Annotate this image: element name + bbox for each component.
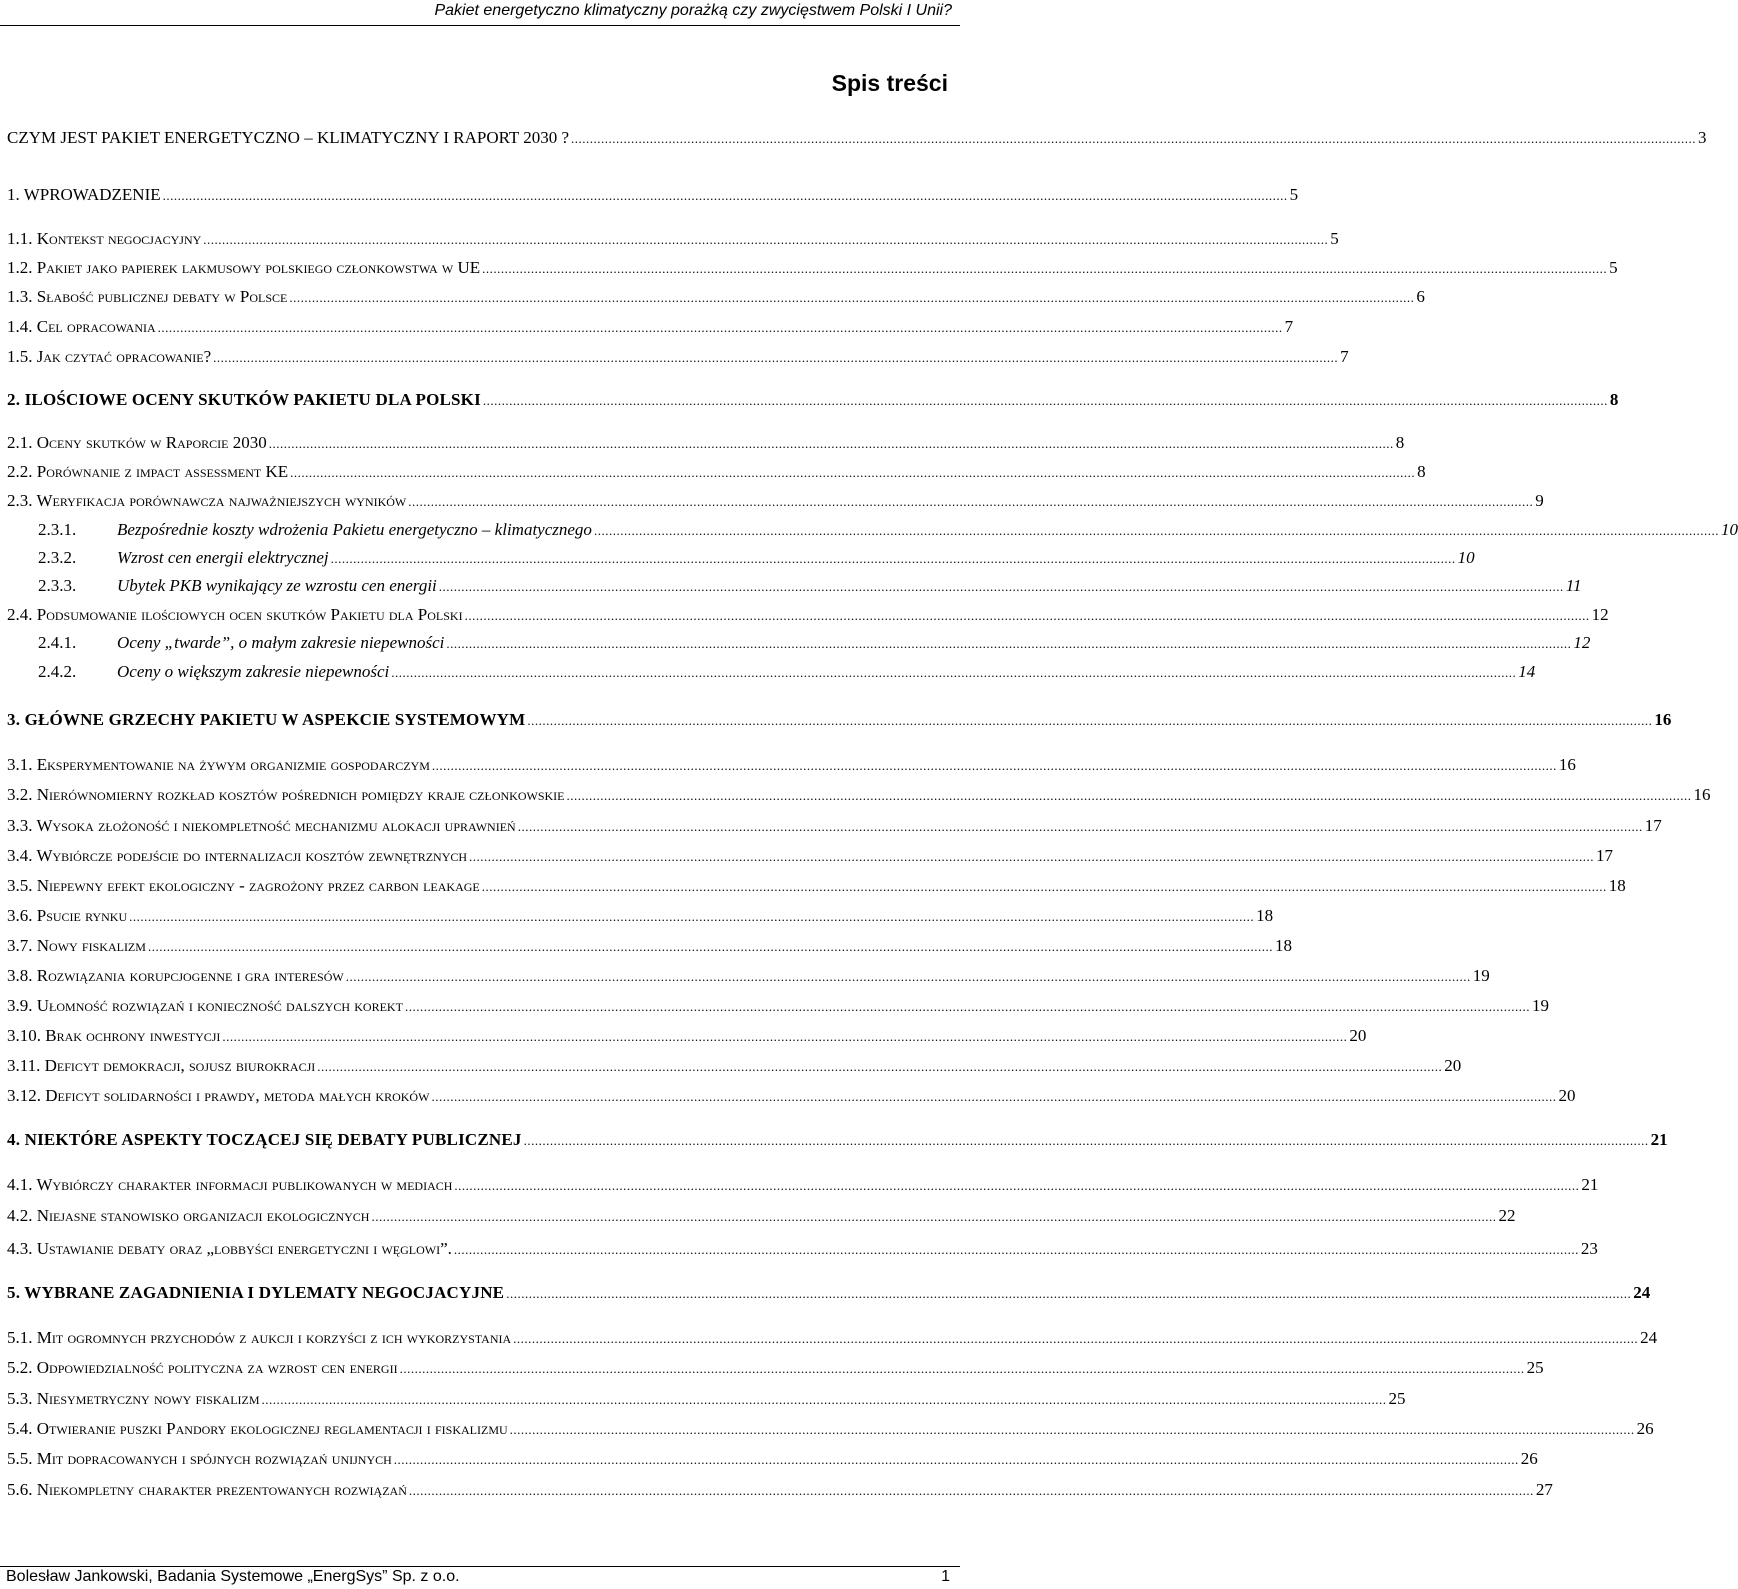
toc-entry-title: 3.6. Psucie rynku — [7, 906, 128, 925]
toc-entry[interactable] — [0, 994, 1549, 1018]
toc-entry[interactable] — [0, 1447, 1538, 1471]
toc-page-number: 3 — [1698, 128, 1707, 147]
toc-page-number: 6 — [1416, 287, 1425, 306]
toc-entry[interactable] — [0, 934, 1292, 958]
toc-entry[interactable] — [0, 1326, 1658, 1350]
toc-entry-title: 4.3. Ustawianie debaty oraz „lobbyści energetyczni i węglowi”. — [7, 1239, 452, 1258]
toc-page-number: 8 — [1395, 433, 1405, 452]
toc-entry[interactable] — [0, 660, 1536, 684]
toc-page-number: 24 — [1633, 1283, 1651, 1302]
toc-page-number: 9 — [1535, 491, 1544, 510]
toc-entry-label — [38, 518, 592, 542]
toc-leader-dots: ............................................................................................................................................................................................................................................................................................................ — [393, 1452, 1519, 1467]
toc-leader-dots: ............................................................................................................................................................................................................................................................................................................ — [593, 523, 1719, 538]
toc-page-number: 12 — [1573, 633, 1591, 652]
toc-leader-dots: ............................................................................................................................................................................................................................................................................................................ — [509, 1422, 1635, 1437]
toc-entry-title: 1.1. Kontekst negocjacyjny — [7, 229, 202, 248]
toc-leader-dots: ............................................................................................................................................................................................................................................................................................................ — [317, 1059, 1443, 1074]
toc-page-number: 21 — [1650, 1130, 1668, 1149]
toc-entry-title: 1.4. Cel opracowania — [7, 317, 156, 336]
toc-page-number: 27 — [1535, 1480, 1553, 1499]
toc-entry[interactable] — [0, 1173, 1599, 1197]
toc-entry-title: 1.5. Jak czytać opracowanie? — [7, 347, 212, 366]
toc-entry-title: Oceny o większym zakresie niepewności — [117, 662, 390, 681]
toc-entry[interactable] — [0, 753, 1576, 777]
toc-leader-dots: ............................................................................................................................................................................................................................................................................................................ — [289, 290, 1415, 305]
toc-entry[interactable] — [0, 1204, 1516, 1228]
toc-entry[interactable] — [0, 708, 1672, 732]
toc-entry-title: 3.3. Wysoka złożoność i niekompletność mechanizmu alokacji uprawnień — [7, 816, 516, 835]
toc-entry-number: 2.3.1. — [38, 520, 77, 539]
toc-entry-title: 1. WPROWADZENIE — [7, 185, 161, 204]
toc-page-number: 5 — [1289, 185, 1299, 204]
toc-entry[interactable] — [0, 964, 1490, 988]
toc-leader-dots: ............................................................................................................................................................................................................................................................................................................ — [290, 465, 1416, 480]
toc-entry-number: 2.3.2. — [38, 548, 77, 567]
toc-page-number: 8 — [1609, 390, 1619, 409]
toc-entry[interactable] — [0, 574, 1582, 598]
toc-entry-title: Bezpośrednie koszty wdrożenia Pakietu energetyczno – klimatycznego — [117, 520, 592, 539]
toc-leader-dots: ............................................................................................................................................................................................................................................................................................................ — [454, 1178, 1580, 1193]
toc-entry[interactable] — [0, 1054, 1462, 1078]
toc-entry-label — [38, 631, 444, 655]
toc-leader-dots: ............................................................................................................................................................................................................................................................................................................ — [162, 188, 1288, 203]
toc-leader-dots: ............................................................................................................................................................................................................................................................................................................ — [330, 551, 1456, 566]
toc-entry[interactable] — [0, 1237, 1598, 1261]
toc-entry[interactable] — [0, 1387, 1406, 1411]
toc-entry-title: 3.2. Nierównomierny rozkład kosztów pośrednich pomiędzy kraje członkowskie — [7, 785, 565, 804]
toc-leader-dots: ............................................................................................................................................................................................................................................................................................................ — [345, 969, 1471, 984]
toc-page-number: 25 — [1526, 1358, 1544, 1377]
toc-entry-title: 4.2. Niejasne stanowisko organizacji ekologicznych — [7, 1206, 370, 1225]
toc-entry-title: 2.1. Oceny skutków w Raporcie 2030 — [7, 433, 267, 452]
toc-entry-title: 5.1. Mit ogromnych przychodów z aukcji i korzyści z ich wykorzystania — [7, 1328, 512, 1347]
toc-leader-dots: ............................................................................................................................................................................................................................................................................................................ — [527, 713, 1653, 728]
toc-entry-title: 2.2. Porównanie z impact assessment KE — [7, 462, 289, 481]
toc-entry-title: 2.3. Weryfikacja porównawcza najważniejszych wyników — [7, 491, 407, 510]
toc-entry[interactable] — [0, 256, 1618, 280]
toc-entry[interactable] — [0, 603, 1609, 627]
toc-leader-dots: ............................................................................................................................................................................................................................................................................................................ — [464, 608, 1590, 623]
toc-entry[interactable] — [0, 844, 1614, 868]
toc-leader-dots: ............................................................................................................................................................................................................................................................................................................ — [222, 1029, 1348, 1044]
toc-page-number: 5 — [1330, 229, 1339, 248]
toc-entry-title: Oceny „twarde”, o małym zakresie niepewności — [117, 633, 445, 652]
toc-entry-number: 2.4.1. — [38, 633, 77, 652]
toc-entry-title: 3.10. Brak ochrony inwestycji — [7, 1026, 221, 1045]
toc-page-number: 23 — [1580, 1239, 1598, 1258]
toc-page-number: 16 — [1558, 755, 1576, 774]
toc-page-number: 12 — [1591, 605, 1609, 624]
toc-entry-title: 5. WYBRANE ZAGADNIENIA I DYLEMATY NEGOCJACYJNE — [7, 1283, 505, 1302]
toc-leader-dots: ............................................................................................................................................................................................................................................................................................................ — [481, 879, 1607, 894]
toc-entry-number: 2.3.3. — [38, 576, 77, 595]
running-footer — [0, 1566, 960, 1589]
toc-leader-dots: ............................................................................................................................................................................................................................................................................................................ — [203, 232, 1329, 247]
toc-leader-dots: ............................................................................................................................................................................................................................................................................................................ — [506, 1286, 1632, 1301]
toc-page-number: 20 — [1444, 1056, 1462, 1075]
toc-page-number: 20 — [1349, 1026, 1367, 1045]
toc-leader-dots: ............................................................................................................................................................................................................................................................................................................ — [268, 436, 1394, 451]
toc-leader-dots: ............................................................................................................................................................................................................................................................................................................ — [147, 939, 1273, 954]
toc-page-number: 24 — [1640, 1328, 1658, 1347]
toc-entry-title: 5.2. Odpowiedzialność polityczna za wzrost cen energii — [7, 1358, 398, 1377]
toc-leader-dots: ............................................................................................................................................................................................................................................................................................................ — [446, 636, 1572, 651]
toc-entry-title: Wzrost cen energii elektrycznej — [117, 548, 329, 567]
toc-entry[interactable] — [0, 489, 1544, 513]
toc-entry-title: 3.8. Rozwiązania korupcjogenne i gra interesów — [7, 966, 344, 985]
toc-entry-title: 5.5. Mit dopracowanych i spójnych rozwiązań unijnych — [7, 1449, 392, 1468]
toc-entry-title: 1.2. Pakiet jako papierek lakmusowy polskiego członkowstwa w UE — [7, 258, 481, 277]
toc-page-number: 16 — [1693, 785, 1711, 804]
toc-page-number: 10 — [1720, 520, 1738, 539]
footer-author: Bolesław Jankowski, Badania Systemowe „EnergSys” Sp. z o.o. — [6, 1568, 460, 1585]
toc-leader-dots: ............................................................................................................................................................................................................................................................................................................ — [453, 1242, 1579, 1257]
toc-entry[interactable] — [0, 388, 1619, 412]
toc-entry[interactable] — [0, 546, 1475, 570]
toc-page-number: 22 — [1498, 1206, 1516, 1225]
toc-entry-title: Ubytek PKB wynikający ze wzrostu cen energii — [117, 576, 437, 595]
toc-leader-dots: ............................................................................................................................................................................................................................................................................................................ — [517, 819, 1643, 834]
toc-leader-dots: ............................................................................................................................................................................................................................................................................................................ — [431, 1089, 1557, 1104]
toc-entry[interactable] — [0, 285, 1425, 309]
toc-leader-dots: ............................................................................................................................................................................................................................................................................................................ — [408, 494, 1534, 509]
toc-page-number: 26 — [1636, 1419, 1654, 1438]
toc-page-number: 14 — [1518, 662, 1536, 681]
toc-entry-title: 5.6. Niekompletny charakter prezentowanych rozwiązań — [7, 1480, 407, 1499]
toc-entry[interactable] — [0, 1356, 1544, 1380]
toc-page-number: 7 — [1284, 317, 1294, 336]
toc-entry[interactable] — [0, 1281, 1651, 1305]
toc-page-number: 20 — [1558, 1086, 1576, 1105]
toc-entry[interactable] — [0, 631, 1591, 655]
toc-leader-dots: ............................................................................................................................................................................................................................................................................................................ — [482, 393, 1608, 408]
toc-entry-title: 5.3. Niesymetryczny nowy fiskalizm — [7, 1389, 260, 1408]
toc-leader-dots: ............................................................................................................................................................................................................................................................................................................ — [469, 849, 1595, 864]
page-title: Spis treści — [831, 70, 948, 96]
toc-entry[interactable] — [0, 345, 1349, 369]
toc-entry-title: 1.3. Słabość publicznej debaty w Polsce — [7, 287, 288, 306]
toc-leader-dots: ............................................................................................................................................................................................................................................................................................................ — [261, 1392, 1387, 1407]
running-header: Pakiet energetyczno klimatyczny porażką czy zwycięstwem Polski I Unii? — [0, 0, 960, 26]
toc-entry[interactable] — [0, 874, 1626, 898]
toc-leader-dots: ............................................................................................................................................................................................................................................................................................................ — [482, 261, 1608, 276]
toc-leader-dots: ............................................................................................................................................................................................................................................................................................................ — [566, 788, 1692, 803]
toc-entry-label — [38, 660, 389, 684]
toc-entry-label — [38, 546, 329, 570]
toc-entry-title: 3.11. Deficyt demokracji, sojusz biurokracji — [7, 1056, 316, 1075]
toc-leader-dots: ............................................................................................................................................................................................................................................................................................................ — [431, 758, 1557, 773]
toc-leader-dots: ............................................................................................................................................................................................................................................................................................................ — [513, 1331, 1639, 1346]
toc-entry-title: 5.4. Otwieranie puszki Pandory ekologicznej reglamentacji i fiskalizmu — [7, 1419, 508, 1438]
toc-entry[interactable] — [0, 1024, 1367, 1048]
toc-entry[interactable] — [0, 904, 1274, 928]
toc-entry-title: 3.4. Wybiórcze podejście do internalizacji kosztów zewnętrznych — [7, 846, 468, 865]
toc-entry[interactable] — [0, 1478, 1553, 1502]
toc-page-number: 17 — [1596, 846, 1614, 865]
toc-entry[interactable] — [0, 227, 1339, 251]
toc-page-number: 17 — [1644, 816, 1662, 835]
toc-entry[interactable] — [0, 814, 1662, 838]
toc-page-number: 7 — [1340, 347, 1349, 366]
toc-page-number: 18 — [1608, 876, 1626, 895]
toc-leader-dots: ............................................................................................................................................................................................................................................................................................................ — [157, 320, 1283, 335]
toc-page-number: 11 — [1565, 576, 1582, 595]
toc-page-number: 16 — [1654, 710, 1672, 729]
toc-page-number: 5 — [1609, 258, 1618, 277]
toc-entry[interactable] — [0, 1128, 1668, 1152]
toc-leader-dots: ............................................................................................................................................................................................................................................................................................................ — [129, 909, 1255, 924]
toc-page-number: 8 — [1417, 462, 1426, 481]
toc-entry-title: 4.1. Wybiórczy charakter informacji publikowanych w mediach — [7, 1175, 453, 1194]
toc-page-number: 10 — [1457, 548, 1475, 567]
toc-entry[interactable] — [0, 126, 1707, 150]
toc-page-number: 26 — [1520, 1449, 1538, 1468]
toc-leader-dots: ............................................................................................................................................................................................................................................................................................................ — [571, 131, 1697, 146]
toc-leader-dots: ............................................................................................................................................................................................................................................................................................................ — [438, 579, 1564, 594]
toc-entry[interactable] — [0, 518, 1738, 542]
toc-entry-title: 4. NIEKTÓRE ASPEKTY TOCZĄCEJ SIĘ DEBATY PUBLICZNEJ — [7, 1130, 522, 1149]
toc-entry[interactable] — [0, 431, 1405, 455]
toc-entry-title: CZYM JEST PAKIET ENERGETYCZNO – KLIMATYCZNY I RAPORT 2030 ? — [7, 128, 570, 147]
toc-entry[interactable] — [0, 783, 1711, 807]
toc-entry-title: 3.9. Ułomność rozwiązań i konieczność dalszych korekt — [7, 996, 403, 1015]
toc-entry-title: 3.7. Nowy fiskalizm — [7, 936, 146, 955]
toc-entry-title: 3.5. Niepewny efekt ekologiczny - zagrożony przez carbon leakage — [7, 876, 480, 895]
toc-page-number: 19 — [1531, 996, 1549, 1015]
toc-leader-dots: ............................................................................................................................................................................................................................................................................................................ — [404, 999, 1530, 1014]
toc-leader-dots: ............................................................................................................................................................................................................................................................................................................ — [213, 350, 1339, 365]
toc-leader-dots: ............................................................................................................................................................................................................................................................................................................ — [371, 1209, 1497, 1224]
toc-page-number: 21 — [1581, 1175, 1599, 1194]
toc-entry-title: 2.4. Podsumowanie ilościowych ocen skutków Pakietu dla Polski — [7, 605, 463, 624]
toc-page-number: 18 — [1274, 936, 1292, 955]
toc-entry-title: 3.12. Deficyt solidarności i prawdy, metoda małych kroków — [7, 1086, 430, 1105]
toc-leader-dots: ............................................................................................................................................................................................................................................................................................................ — [399, 1361, 1525, 1376]
toc-entry[interactable] — [0, 315, 1294, 339]
toc-entry-label — [38, 574, 437, 598]
toc-leader-dots: ............................................................................................................................................................................................................................................................................................................ — [408, 1483, 1534, 1498]
toc-entry[interactable] — [0, 183, 1299, 207]
toc-entry-number: 2.4.2. — [38, 662, 77, 681]
toc-entry-title: 3. GŁÓWNE GRZECHY PAKIETU W ASPEKCIE SYSTEMOWYM — [7, 710, 526, 729]
toc-leader-dots: ............................................................................................................................................................................................................................................................................................................ — [523, 1133, 1649, 1148]
toc-page-number: 19 — [1472, 966, 1490, 985]
toc-entry[interactable] — [0, 1084, 1576, 1108]
toc-entry-title: 2. ILOŚCIOWE OCENY SKUTKÓW PAKIETU DLA POLSKI — [7, 390, 481, 409]
toc-entry[interactable] — [0, 460, 1426, 484]
toc-entry-title: 3.1. Eksperymentowanie na żywym organizmie gospodarczym — [7, 755, 430, 774]
toc-page-number: 18 — [1256, 906, 1274, 925]
toc-entry[interactable] — [0, 1417, 1654, 1441]
footer-page-number: 1 — [941, 1568, 950, 1585]
toc-leader-dots: ............................................................................................................................................................................................................................................................................................................ — [391, 665, 1517, 680]
toc-page-number: 25 — [1388, 1389, 1406, 1408]
